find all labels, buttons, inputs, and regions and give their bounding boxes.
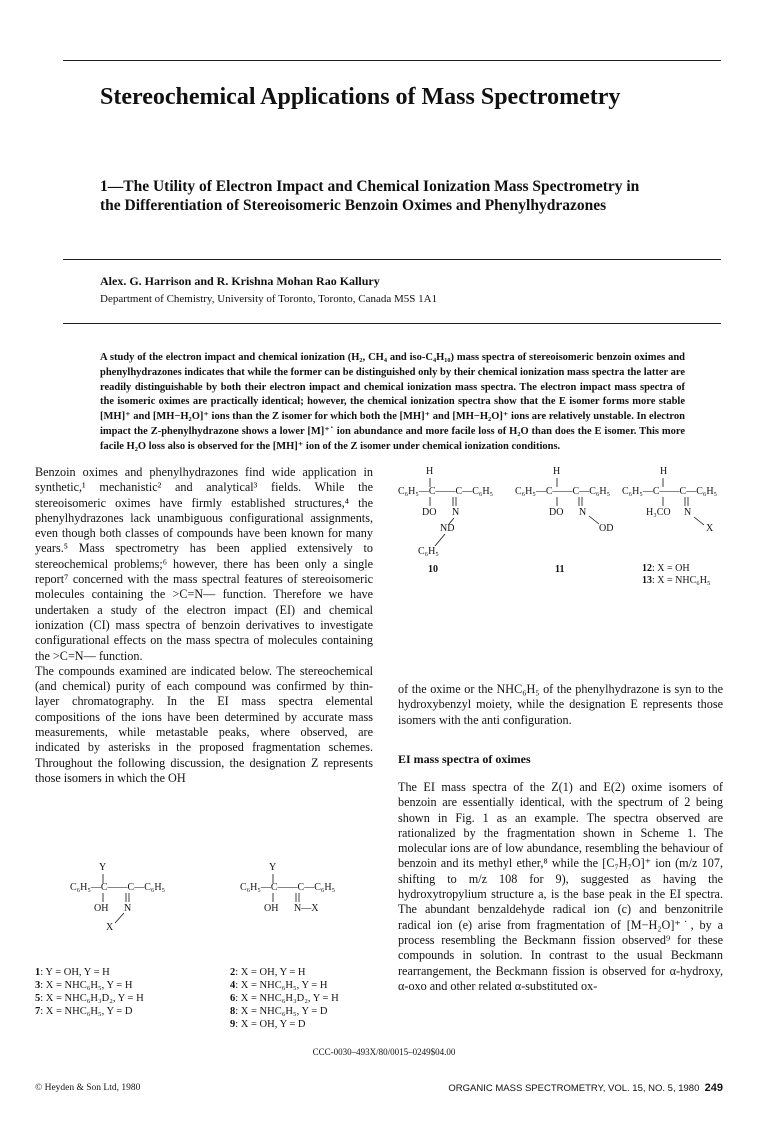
structure-10-n: N: [452, 507, 460, 518]
z-compound-1: 1: Y = OH, Y = H: [35, 967, 110, 978]
structure-10-nd: ND: [440, 523, 455, 534]
structure-e-bonds: [240, 862, 360, 937]
structure-11-h: H: [553, 466, 561, 477]
structure-12-13-h: H: [660, 466, 668, 477]
z-compound-5: 5: X = NHC₆H₃D₂, Y = H: [35, 993, 144, 1004]
e-compound-list: [230, 966, 400, 1036]
e-compound-2: 2: X = OH, Y = H: [230, 967, 306, 978]
article-title: Stereochemical Applications of Mass Spectrometry: [100, 84, 621, 110]
structure-13-text: : X = NHC₆H₅: [652, 575, 711, 586]
top-rule: [63, 60, 721, 61]
structure-12-13-x: X: [706, 523, 714, 534]
e-compound-4: 4: X = NHC₆H₅, Y = H: [230, 980, 328, 991]
structure-z-oh: OH: [94, 903, 109, 914]
structure-10: [398, 466, 508, 576]
structure-z-chain: C₆H₅—C——C—C₆H₅: [70, 882, 166, 893]
structure-11-bonds: [515, 466, 615, 576]
e-compound-8: 8: X = NHC₆H₅, Y = D: [230, 1006, 328, 1017]
paragraph-ei-spectra: The EI mass spectra of the Z(1) and E(2) oxime isomers of benzoin are essentially identical, with the spectrum of 2 being shown in Fig. 1 as an example. The spectra observed are rationalized by the fragmentation shown in Scheme 1. The molecular ions are of low abundance, resembling the behaviour of benzoin and its methyl ether,⁸ while the [C₇H₇O]⁺ ion (m/z 107, shifting to m/z 108 for 9), suggested as having the hydroxytropylium structure a, is the base peak in the EI spectra. The abundant benzaldehyde radical ion (c) and benzonitrile radical ion (e) arise from fragmentation of [M−H₂O]⁺˙, by a process resembling the Beckmann fission observed⁹ for these compounds in solution. In contrast to the usual Beckmann rearrangement, the Beckmann fission is observed for α-hydroxy, α-oxo and other related α-substituted ox-: [398, 780, 723, 993]
structure-10-label: 10: [428, 564, 438, 575]
structure-11-do: DO: [549, 507, 564, 518]
paragraph-configuration: of the oxime or the NHC₆H₅ of the phenylhydrazone is syn to the hydroxybenzyl moiety, while the designation E represents those isomers with the anti configuration.: [398, 682, 723, 727]
structure-13-label: 13: [642, 575, 652, 586]
structure-12-13: [622, 466, 732, 591]
structure-11-chain: C₆H₅—C——C—C₆H₅: [515, 486, 611, 497]
structure-12-13-n: N: [684, 507, 692, 518]
structure-e-nx: N—X: [294, 903, 319, 914]
structure-e-oh: OH: [264, 903, 279, 914]
structure-11-n: N: [579, 507, 587, 518]
structure-10-bonds: [398, 466, 508, 576]
structure-z-bonds: [70, 862, 180, 937]
copyright: © Heyden & Son Ltd, 1980: [35, 1083, 141, 1093]
structure-12-text: : X = OH: [652, 563, 690, 574]
z-compound-list: [35, 966, 205, 1026]
structure-12-label: 12: [642, 563, 652, 574]
e-compound-9: 9: X = OH, Y = D: [230, 1019, 306, 1030]
structure-e-isomer: [240, 862, 360, 937]
structure-e-y: Y: [269, 862, 277, 873]
abstract: A study of the electron impact and chemical ionization (H₂, CH₄ and iso-C₄H₁₀) mass spectra of stereoisomeric benzoin oximes and phenylhydrazones indicates that while the former can be distinguished only by their chemical ionization mass spectra the latter are readily distinguishable by both their electron impact and chemical ionization mass spectra. The electron impact mass spectra of the isomeric oximes are practically identical; however, the chemical ionization spectra show that the E isomer forms more stable [MH]⁺ and [MH−H₂O]⁺ ions than the Z isomer for which both the [MH]⁺ and [MH−H₂O]⁺ ions are relatively unstable. In electron impact the Z-phenylhydrazone shows a lower [M]⁺˙ ion abundance and more facile loss of H₂O than does the E isomer. This more facile H₂O loss also is observed for the [MH]⁺ ion of the Z isomer under chemical ionization conditions.: [100, 352, 685, 452]
structure-e-chain: C₆H₅—C——C—C₆H₅: [240, 882, 336, 893]
structure-12-13-chain: C₆H₅—C——C—C₆H₅: [622, 486, 718, 497]
page-number: 249: [704, 1082, 723, 1094]
divider-rule-1: [63, 259, 721, 260]
right-column-top: [398, 682, 723, 728]
left-column: [35, 465, 373, 786]
structure-11: [515, 466, 615, 576]
article-subtitle: 1—The Utility of Electron Impact and Chemical Ionization Mass Spectrometry in the Differentiation of Stereoisomeric Benzoin Oximes and Phenylhydrazones: [100, 178, 640, 214]
journal-footer: [398, 1082, 723, 1094]
divider-rule-2: [63, 323, 721, 324]
journal-name: ORGANIC MASS SPECTROMETRY, VOL. 15, NO. 5, 1980: [448, 1083, 700, 1094]
structure-10-chain: C₆H₅—C——C—C₆H₅: [398, 486, 494, 497]
right-column-bottom: [398, 780, 723, 994]
structure-13-caption: [642, 575, 710, 587]
paragraph-intro: Benzoin oximes and phenylhydrazones find wide application in synthetic,¹ mechanistic² and analytical³ fields. While the stereoisomeric oximes have firmly established structures,⁴ the phenylhydrazones lack unambiguous configurational assignments, even though both classes of compounds have been known for many years.⁵ Mass spectrometry has been applied extensively to stereochemical problems;⁶ however, there has been only a single report⁷ concerned with the mass spectral features of stereoisomeric molecules containing the >C=N— function. Therefore we have undertaken a study of the electron impact (EI) and chemical ionization (CI) mass spectra of benzoin derivatives to investigate configurational effects on the mass spectra of molecules containing the >C=N— function.: [35, 465, 373, 663]
structure-10-do: DO: [422, 507, 437, 518]
affiliation: Department of Chemistry, University of Toronto, Toronto, Canada M5S 1A1: [100, 293, 438, 305]
structure-z-x: X: [106, 922, 114, 933]
article-code: CCC-0030–493X/80/0015–0249$04.00: [312, 1047, 456, 1057]
structure-10-h: H: [426, 466, 434, 477]
structure-11-od: OD: [599, 523, 614, 534]
z-compound-3: 3: X = NHC₆H₅, Y = H: [35, 980, 133, 991]
authors: Alex. G. Harrison and R. Krishna Mohan Rao Kallury: [100, 274, 380, 288]
structure-z-isomer: [70, 862, 180, 937]
structure-12-13-och3: H₃CO: [646, 507, 671, 518]
structure-12-caption: [642, 563, 690, 575]
section-heading-ei-oximes: EI mass spectra of oximes: [398, 752, 531, 766]
structure-z-y: Y: [99, 862, 107, 873]
structure-11-label: 11: [555, 564, 565, 575]
paragraph-compounds: The compounds examined are indicated below. The stereochemical (and chemical) purity of each compound was confirmed by thin-layer chromatography. In the EI mass spectra elemental compositions of the ions have been determined by accurate mass measurements, while metastable peaks, where observed, are indicated by asterisks in the proposed fragmentation schemes. Throughout the following discussion, the designation Z represents those isomers in which the OH: [35, 663, 373, 785]
e-compound-6: 6: X = NHC₆H₃D₂, Y = H: [230, 993, 339, 1004]
structure-10-ph: C₆H₅: [418, 546, 439, 557]
structure-z-n: N: [124, 903, 132, 914]
z-compound-7: 7: X = NHC₆H₅, Y = D: [35, 1006, 133, 1017]
